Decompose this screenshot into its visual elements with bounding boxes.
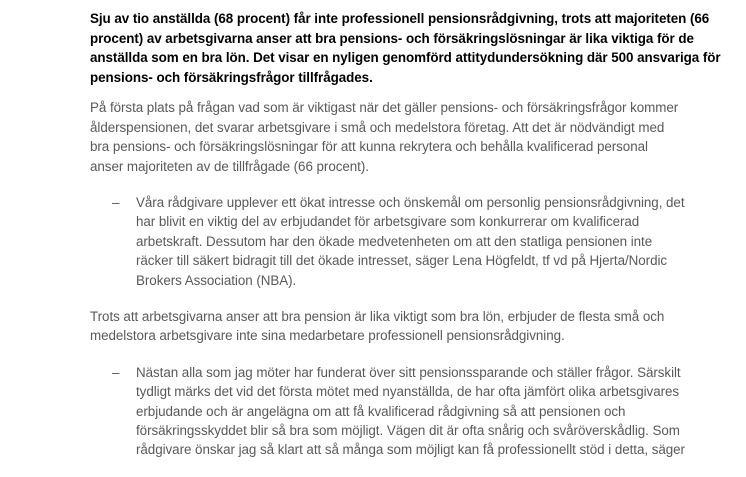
quote-line: rådgivare önskar jag så klart att så många som möjligt kan få professionellt stöd i detta, säger	[136, 442, 685, 458]
document-page	[90, 9, 721, 477]
lead-line: pensions- och försäkringsfrågor tillfrågades.	[90, 69, 373, 85]
body-line: ålderspensionen, det svarar arbetsgivare i små och medelstora företag. Att det är nödvändigt med	[90, 119, 665, 135]
quote-dash: –	[112, 364, 120, 380]
quote-line: arbetskraft. Dessutom har den ökade medvetenheten om att den statliga pensionen inte	[136, 233, 653, 249]
lead-line: Sju av tio anställda (68 procent) får inte professionell pensionsrådgivning, trots att majoriteten (66	[90, 11, 710, 26]
lead-paragraph	[90, 9, 721, 87]
body-paragraph-1	[90, 98, 679, 176]
body-line: bra pensions- och försäkringslösningar för att kunna rekrytera och behålla kvalificerad personal	[90, 139, 648, 155]
quote-line: Brokers Association (NBA).	[136, 272, 297, 288]
quote-line: erbjudande och är angelägna om att få kvalificerad rådgivning så att pensionen och	[136, 403, 626, 419]
quote-line: har blivit en viktig del av erbjudandet för arbetsgivare som konkurrerar om kvalificerad	[136, 214, 640, 230]
quote-line: räcker till säkert bidragit till det ökade intresset, säger Lena Högfeldt, tf vd på Hjerta/Nordic	[136, 253, 668, 269]
quote-block-1	[90, 193, 685, 290]
body-line: medelstora arbetsgivare inte sina medarbetare professionell pensionsrådgivning.	[90, 328, 565, 344]
body-paragraph-2	[90, 307, 665, 346]
quote-line: Nästan alla som jag möter har funderat över sitt pensionssparande och ställer frågor. Särskilt	[136, 364, 681, 380]
quote-text	[136, 363, 685, 460]
quote-dash: –	[112, 195, 120, 210]
quote-line: försäkringsskyddet blir så bra som möjligt. Vägen dit är ofta snårig och svåröverskådlig. Som	[136, 423, 680, 439]
quote-block-2	[90, 363, 685, 460]
body-line: anser majoriteten av de tillfrågade (66 procent).	[90, 158, 369, 174]
quote-text	[136, 193, 685, 290]
quote-line: tydligt märks det vid det första mötet med nyanställda, de har ofta jämfört olika arbetsgivares	[136, 384, 680, 400]
lead-line: anställda som en bra lön. Det visar en nyligen genomförd attitydundersökning där 500 ansvariga för	[90, 50, 721, 66]
quote-line: Våra rådgivare upplever ett ökat intresse och önskemål om personlig pensionsrådgivning, det	[136, 195, 685, 210]
body-line: Trots att arbetsgivarna anser att bra pension är lika viktigt som bra lön, erbjuder de flesta små och	[90, 309, 665, 325]
lead-line: procent) av arbetsgivarna anser att bra pensions- och försäkringslösningar är lika viktiga för de	[90, 30, 694, 46]
body-line: På första plats på frågan vad som är viktigast när det gäller pensions- och försäkringsfrågor kommer	[90, 100, 679, 116]
